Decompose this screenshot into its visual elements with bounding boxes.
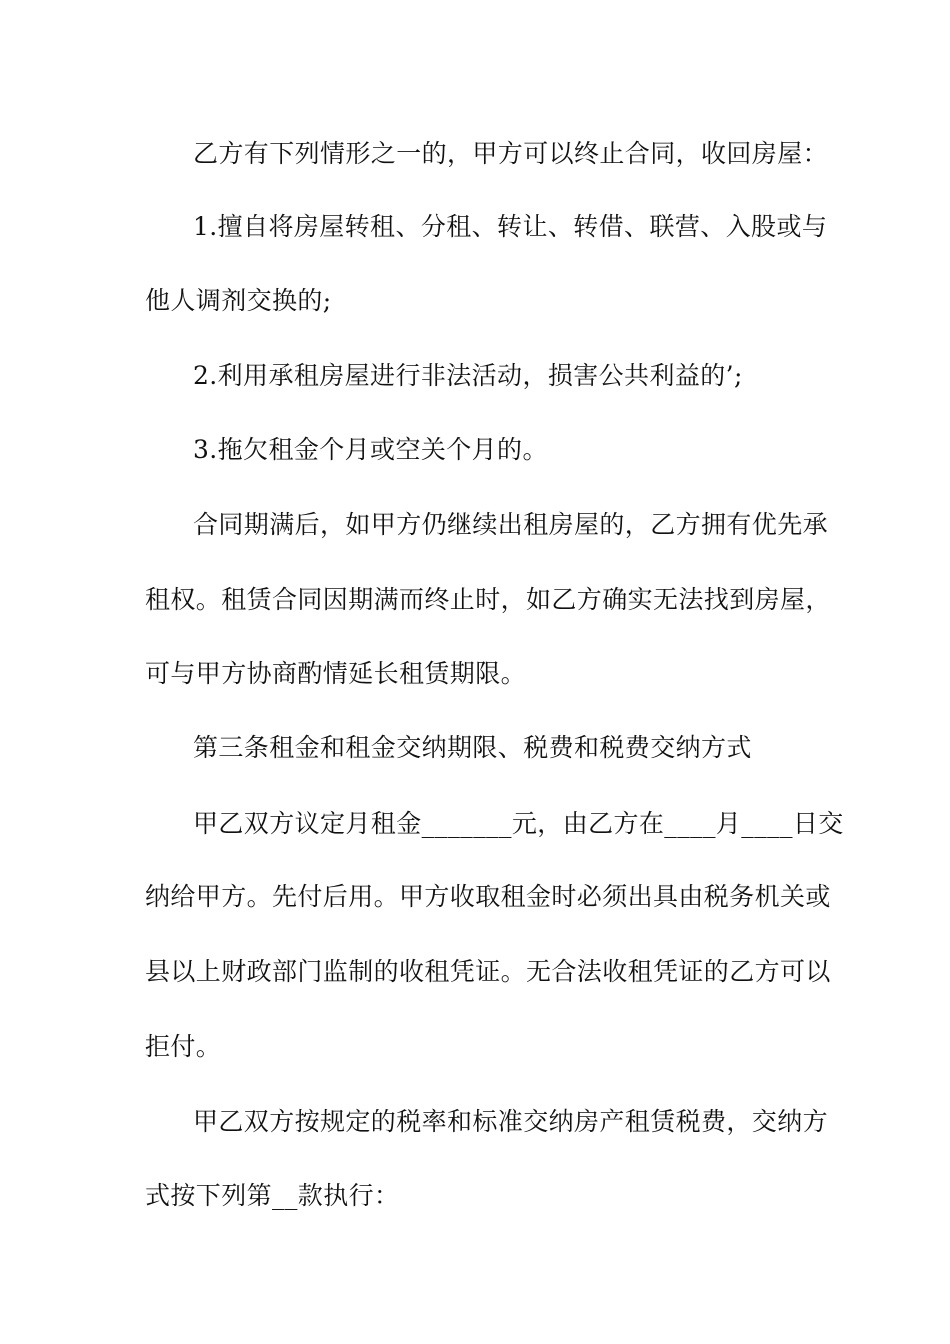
clause-item-1-line-1: 1.擅自将房屋转租、分租、转让、转借、联营、入股或与 [193,212,828,241]
paragraph-tax-line-2: 式按下列第__款执行： [145,1181,400,1210]
paragraph-rent-line-3: 县以上财政部门监制的收租凭证。无合法收租凭证的乙方可以 [145,957,831,986]
paragraph-rent-line-2: 纳给甲方。先付后用。甲方收取租金时必须出具由税务机关或 [145,882,831,911]
paragraph-renewal-line-2: 租权。租赁合同因期满而终止时，如乙方确实无法找到房屋， [145,585,831,614]
paragraph-termination-intro: 乙方有下列情形之一的，甲方可以终止合同，收回房屋： [193,139,829,168]
section-heading-article-3: 第三条租金和租金交纳期限、税费和税费交纳方式 [193,733,752,762]
paragraph-renewal-line-3: 可与甲方协商酌情延长租赁期限。 [145,659,527,688]
paragraph-tax-line-1: 甲乙双方按规定的税率和标准交纳房产租赁税费，交纳方 [193,1107,829,1136]
paragraph-renewal-line-1: 合同期满后，如甲方仍继续出租房屋的，乙方拥有优先承 [193,510,829,539]
clause-item-3: 3.拖欠租金个月或空关个月的。 [193,435,548,464]
clause-item-1-line-2: 他人调剂交换的; [145,286,332,315]
paragraph-rent-line-1: 甲乙双方议定月租金_______元，由乙方在____月____日交 [193,809,844,838]
clause-item-2: 2.利用承租房屋进行非法活动，损害公共利益的’; [193,361,743,390]
paragraph-rent-line-4: 拒付。 [145,1032,222,1061]
